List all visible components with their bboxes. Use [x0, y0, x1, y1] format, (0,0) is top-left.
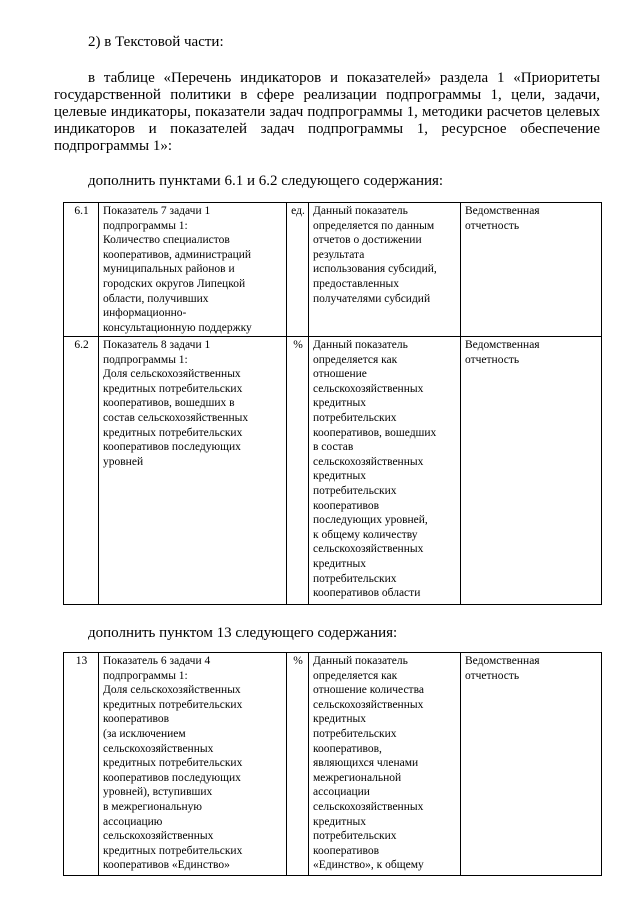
method-cell-line: Данный показатель	[313, 205, 408, 217]
indicator-cell-line: кредитных потребительских	[103, 757, 243, 770]
method-cell-line: межрегиональной	[313, 771, 402, 784]
method-cell-line: кредитных	[313, 397, 366, 410]
indicator-cell-line: состав сельскохозяйственных	[103, 411, 249, 424]
method-cell-line: потребительских	[313, 411, 397, 424]
method-cell-line: кредитных	[313, 815, 366, 828]
method-cell-line: последующих уровней,	[313, 514, 428, 527]
source-cell-line: Ведомственная	[465, 655, 540, 667]
source-cell-line: отчетность	[465, 353, 520, 366]
indicator-cell-line: кредитных потребительских	[103, 426, 243, 439]
indicator-cell	[99, 203, 287, 337]
indicator-cell-line: консультационную поддержку	[103, 321, 252, 334]
source-cell	[461, 653, 602, 876]
row-number: 13	[64, 653, 99, 876]
row-number: 6.2	[64, 337, 99, 605]
method-cell-line: кооперативов области	[313, 587, 421, 600]
indicator-cell-line: кооперативов, администраций	[103, 248, 252, 261]
method-cell-line: потребительских	[313, 484, 397, 497]
method-cell-line: отношение количества	[313, 684, 424, 697]
indicator-cell-line: сельскохозяйственных	[103, 830, 214, 843]
source-cell	[461, 337, 602, 605]
indicator-cell-line: кредитных потребительских	[103, 382, 243, 395]
intro-line: целевые индикаторы, показатели задач подпрограммы 1, методики расчетов целевых	[54, 104, 600, 120]
indicators-table-1	[63, 202, 602, 605]
method-cell	[309, 337, 461, 605]
indicator-cell-line: кредитных потребительских	[103, 698, 243, 711]
indicator-cell-line: ассоциацию	[103, 815, 163, 828]
indicator-cell-line: подпрограммы 1:	[103, 669, 188, 682]
table-row	[64, 203, 602, 337]
method-cell-line: кооперативов	[313, 499, 380, 512]
indicator-cell-line: уровней	[103, 455, 144, 468]
indicator-cell-line: области, получивших	[103, 292, 209, 305]
method-cell-line: кооперативов,	[313, 742, 382, 755]
indicator-cell-line: Показатель 7 задачи 1	[103, 205, 211, 217]
method-cell-line: предоставленных	[313, 277, 400, 290]
method-cell-line: в состав	[313, 441, 354, 454]
unit-cell: %	[287, 337, 309, 605]
method-cell-line: сельскохозяйственных	[313, 800, 424, 813]
method-cell-line: «Единство», к общему	[313, 859, 424, 872]
method-cell-line: сельскохозяйственных	[313, 543, 424, 556]
indicator-cell-line: кооперативов последующих	[103, 441, 241, 454]
method-cell	[309, 203, 461, 337]
indicator-cell-line: кооперативов, вошедших в	[103, 397, 235, 410]
intro-paragraph	[54, 70, 600, 155]
source-cell-line: отчетность	[465, 219, 520, 232]
indicator-cell-line: информационно-	[103, 307, 187, 320]
method-cell-line: отношение	[313, 368, 367, 381]
method-cell-line: отчетов о достижении	[313, 234, 422, 247]
unit-cell: %	[287, 653, 309, 876]
method-cell-line: Данный показатель	[313, 339, 408, 351]
source-cell	[461, 203, 602, 337]
intro-line: в таблице «Перечень индикаторов и показателей» раздела 1 «Приоритеты	[88, 70, 600, 86]
method-cell-line: сельскохозяйственных	[313, 455, 424, 468]
indicator-cell-line: Показатель 8 задачи 1	[103, 339, 211, 351]
method-cell-line: определяется по данным	[313, 219, 435, 232]
source-cell-line: Ведомственная	[465, 339, 540, 351]
method-cell-line: потребительских	[313, 727, 397, 740]
row-number: 6.1	[64, 203, 99, 337]
intro-line: государственной политики в сфере реализации подпрограммы 1, цели, задачи,	[54, 87, 600, 103]
method-cell-line: кооперативов	[313, 844, 380, 857]
method-cell-line: являющихся членами	[313, 757, 419, 770]
add-points-6-1-6-2-text: дополнить пунктами 6.1 и 6.2 следующего содержания:	[88, 173, 444, 189]
method-cell-line: результата	[313, 248, 365, 261]
method-cell-line: определяется как	[313, 353, 398, 366]
method-cell-line: использования субсидий,	[313, 263, 437, 276]
method-cell-line: ассоциации	[313, 786, 370, 799]
indicators-table-2	[63, 652, 602, 876]
method-cell-line: сельскохозяйственных	[313, 698, 424, 711]
indicator-cell-line: сельскохозяйственных	[103, 742, 214, 755]
intro-line: индикаторов и показателей задач подпрограммы 1, ресурсное обеспечение	[54, 121, 600, 137]
source-cell-line: отчетность	[465, 669, 520, 682]
unit-cell: ед.	[287, 203, 309, 337]
indicator-cell-line: уровней), вступивших	[103, 786, 213, 799]
method-cell-line: к общему количеству	[313, 528, 418, 541]
method-cell-line: потребительских	[313, 830, 397, 843]
method-cell-line: кредитных	[313, 470, 366, 483]
indicator-cell-line: кооперативов последующих	[103, 771, 241, 784]
intro-line: подпрограммы 1»:	[54, 138, 173, 154]
indicator-cell-line: Доля сельскохозяйственных	[103, 684, 241, 697]
add-point-13-text: дополнить пунктом 13 следующего содержания:	[88, 625, 398, 641]
method-cell-line: кредитных	[313, 557, 366, 570]
indicator-cell	[99, 337, 287, 605]
method-cell-line: сельскохозяйственных	[313, 382, 424, 395]
method-cell-line: потребительских	[313, 572, 397, 585]
method-cell	[309, 653, 461, 876]
table-row	[64, 653, 602, 876]
method-cell-line: определяется как	[313, 669, 398, 682]
method-cell-line: Данный показатель	[313, 655, 408, 667]
indicator-cell-line: кооперативов	[103, 713, 170, 726]
indicator-cell-line: кооперативов «Единство»	[103, 859, 230, 872]
method-cell-line: кооперативов, вошедших	[313, 426, 437, 439]
method-cell-line: получателями субсидий	[313, 292, 431, 305]
indicator-cell-line: в межрегиональную	[103, 800, 202, 813]
indicator-cell-line: (за исключением	[103, 727, 186, 740]
table-row	[64, 337, 602, 605]
indicator-cell-line: Показатель 6 задачи 4	[103, 655, 211, 667]
indicator-cell-line: кредитных потребительских	[103, 844, 243, 857]
indicator-cell-line: Количество специалистов	[103, 234, 230, 247]
source-cell-line: Ведомственная	[465, 205, 540, 217]
indicator-cell-line: городских округов Липецкой	[103, 277, 246, 290]
indicator-cell-line: подпрограммы 1:	[103, 219, 188, 232]
indicator-cell-line: муниципальных районов и	[103, 263, 235, 276]
indicator-cell	[99, 653, 287, 876]
method-cell-line: кредитных	[313, 713, 366, 726]
indicator-cell-line: подпрограммы 1:	[103, 353, 188, 366]
indicator-cell-line: Доля сельскохозяйственных	[103, 368, 241, 381]
section-heading: 2) в Текстовой части:	[88, 34, 224, 50]
